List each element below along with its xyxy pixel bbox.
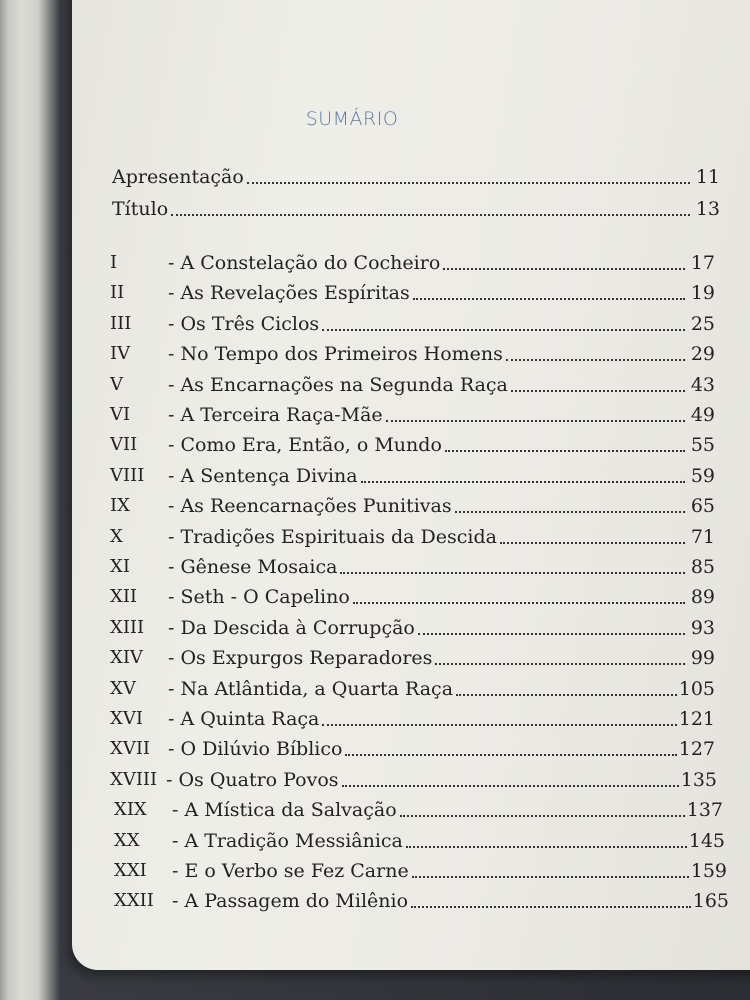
toc-chapter-entry (110, 489, 715, 517)
chapter-title: - Os Três Ciclos (168, 312, 320, 335)
leader-dots (386, 419, 685, 422)
leader-dots (340, 571, 685, 574)
book-page (72, 0, 750, 970)
chapter-number: XIII (110, 616, 145, 638)
chapter-number: IV (110, 343, 131, 365)
leader-dots (411, 905, 691, 908)
chapter-page-number: 105 (678, 677, 715, 700)
chapter-page-number: 159 (690, 860, 727, 882)
leader-dots (445, 449, 685, 452)
chapter-title: - Gênese Mosaica (168, 556, 338, 578)
chapter-number: VII (110, 434, 138, 456)
toc-chapter-entry (110, 641, 715, 669)
toc-chapter-entry (114, 884, 729, 912)
chapter-number: XVI (110, 708, 143, 729)
toc-chapter-entry (114, 854, 727, 882)
leader-dots (342, 784, 679, 787)
leader-dots (322, 328, 685, 331)
leader-dots (406, 845, 687, 848)
chapter-title: - Na Atlântida, a Quarta Raça (168, 677, 454, 700)
chapter-number: XIX (114, 799, 147, 821)
chapter-number: VIII (110, 464, 145, 486)
chapter-number: XII (110, 586, 138, 608)
leader-dots (500, 541, 685, 544)
chapter-title: - A Mística da Salvação (172, 799, 397, 822)
leader-dots (455, 510, 685, 513)
leader-dots (413, 297, 685, 300)
leader-dots (443, 267, 685, 270)
chapter-title: - A Quinta Raça (168, 708, 320, 730)
chapter-page-number: 93 (690, 616, 715, 639)
chapter-title: - As Encarnações na Segunda Raça (168, 373, 508, 396)
chapter-page-number: 137 (686, 799, 723, 822)
toc-chapter-entry (110, 702, 715, 730)
chapter-page-number: 55 (690, 434, 715, 457)
chapter-page-number: 19 (690, 282, 715, 305)
toc-chapter-entry (110, 276, 715, 304)
chapter-title: - Tradições Espirituais da Descida (168, 525, 497, 548)
leader-dots (247, 181, 690, 184)
leader-dots (171, 213, 690, 216)
toc-chapter-entry (114, 824, 725, 852)
chapter-page-number: 25 (690, 312, 715, 335)
chapter-page-number: 29 (690, 343, 715, 366)
chapter-number: X (110, 525, 123, 547)
toc-chapter-entry (110, 611, 715, 639)
chapter-page-number: 85 (690, 556, 715, 578)
toc-chapter-entry (110, 398, 715, 426)
chapter-page-number: 49 (690, 404, 715, 426)
chapter-number: VI (110, 404, 131, 425)
leader-dots (361, 480, 685, 483)
chapter-page-number: 99 (690, 647, 715, 670)
page-title: SUMÁRIO (305, 108, 399, 130)
leader-dots (435, 662, 685, 665)
chapter-title: - As Revelações Espíritas (168, 282, 410, 305)
toc-chapter-entry (110, 732, 715, 760)
toc-chapter-entry (110, 246, 715, 274)
chapter-title: - E o Verbo se Fez Carne (172, 860, 409, 882)
toc-chapter-entry (110, 368, 715, 396)
chapter-title: - A Constelação do Cocheiro (168, 252, 441, 274)
chapter-title: - A Terceira Raça-Mãe (168, 404, 383, 426)
chapter-page-number: 127 (678, 738, 715, 761)
leader-dots (456, 693, 677, 696)
toc-chapter-entry (110, 520, 715, 548)
toc-page-number: 11 (695, 166, 720, 188)
chapter-page-number: 89 (690, 586, 715, 609)
leader-dots (353, 601, 685, 604)
leader-dots (412, 875, 689, 878)
chapter-title: - Os Quatro Povos (166, 768, 339, 791)
chapter-page-number: 165 (692, 890, 729, 913)
chapter-title: - As Reencarnações Punitivas (168, 495, 452, 518)
leader-dots (418, 632, 685, 635)
leader-dots (400, 814, 685, 817)
leader-dots (345, 753, 676, 756)
chapter-number: II (110, 282, 125, 304)
chapter-page-number: 59 (690, 464, 715, 487)
chapter-number: V (110, 373, 123, 395)
toc-chapter-entry (110, 672, 715, 700)
toc-entry-label: Título (112, 198, 169, 220)
toc-chapter-entry (114, 793, 723, 821)
chapter-title: - Seth - O Capelino (168, 586, 350, 609)
chapter-page-number: 65 (690, 495, 715, 518)
chapter-title: - A Passagem do Milênio (172, 890, 409, 913)
toc-entry-label: Apresentação (112, 166, 244, 188)
chapter-number: I (110, 252, 118, 273)
toc-chapter-entry (110, 580, 715, 608)
chapter-title: - Da Descida à Corrupção (168, 616, 415, 639)
chapter-page-number: 121 (678, 708, 715, 730)
chapter-title: - Como Era, Então, o Mundo (168, 434, 442, 457)
toc-chapter-entry (110, 763, 717, 791)
chapter-page-number: 17 (690, 252, 715, 274)
toc-chapter-entry (110, 428, 715, 456)
chapter-title: - Os Expurgos Reparadores (168, 647, 433, 670)
toc-chapter-entry (110, 337, 715, 365)
toc-chapter-entry (110, 459, 715, 487)
chapter-page-number: 43 (690, 373, 715, 396)
chapter-number: XVIII (110, 768, 158, 790)
chapter-page-number: 71 (690, 525, 715, 548)
chapter-number: XVII (110, 738, 151, 760)
chapter-number: III (110, 312, 132, 334)
leader-dots (322, 723, 676, 726)
chapter-number: XI (110, 556, 130, 577)
chapter-title: - No Tempo dos Primeiros Homens (168, 343, 503, 366)
chapter-number: IX (110, 495, 130, 517)
toc-front-entry (112, 160, 720, 188)
chapter-title: - A Sentença Divina (168, 464, 358, 487)
chapter-number: XIV (110, 647, 143, 669)
chapter-number: XX (114, 829, 140, 851)
chapter-number: XXI (114, 860, 147, 881)
toc-front-entry (112, 192, 720, 220)
chapter-number: XV (110, 677, 136, 699)
leader-dots (511, 389, 685, 392)
chapter-number: XXII (114, 890, 154, 912)
chapter-title: - O Dilúvio Bíblico (168, 738, 343, 761)
toc-page-number: 13 (695, 198, 720, 220)
chapter-title: - A Tradição Messiânica (172, 829, 403, 852)
chapter-page-number: 145 (688, 829, 725, 852)
toc-chapter-entry (110, 307, 715, 335)
chapter-page-number: 135 (680, 768, 717, 791)
leader-dots (506, 358, 685, 361)
toc-chapter-entry (110, 550, 715, 578)
